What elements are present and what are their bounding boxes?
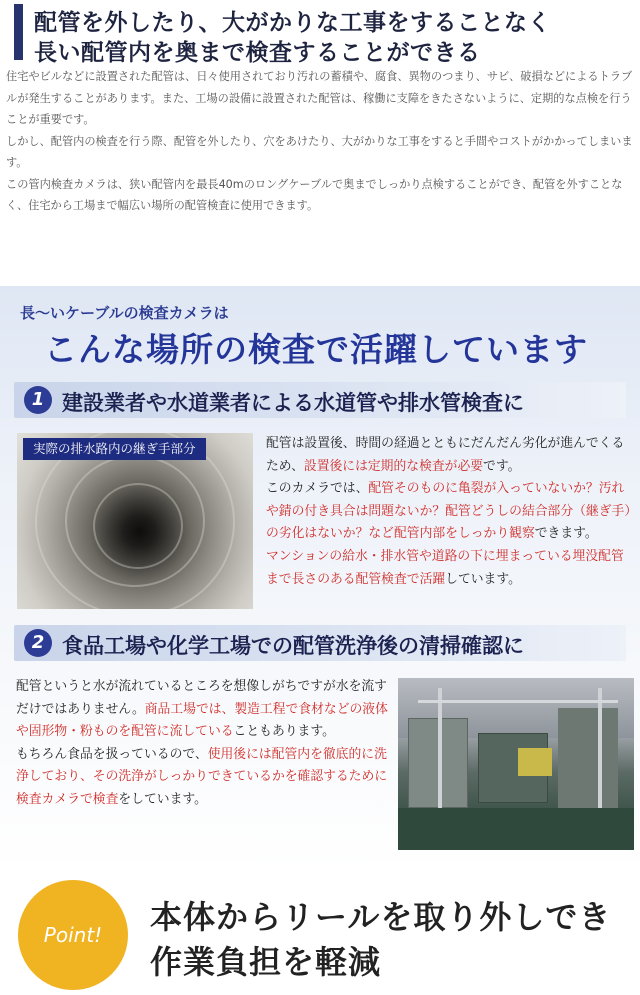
text-run: できます。 [534,526,598,542]
page-header [14,4,630,66]
pipe-ring [93,483,183,569]
highlight-text: マンションの給水・排水管や道路の下に埋まっている埋没配管まで長さのある配管検査で活躍 [266,548,624,587]
intro-paragraph-3: この管内検査カメラは、狭い配管内を最長40mのロングケーブルで奥までしっかり点検することができ、配管を外すことなく、住宅から工場まで幅広い場所の配管検査に使用できます。 [6,177,623,212]
factory-floor [398,808,634,850]
factory-yellow-panel [518,748,552,776]
section-1-title: 建設業者や水道業者による水道管や排水管検査に [62,391,524,415]
factory-pipe [418,700,618,703]
section-2-body [16,676,388,812]
text-run: 配管は設置後、時間の経過とともにだんだん劣化が進んでくるため、 [266,436,625,474]
intro-paragraph-2: しかし、配管内の検査を行う際、配管を外したり、穴をあけたり、大がかりな工事をすると手間やコストがかかってしまいます。 [6,134,633,169]
highlight-text: 設置後には定期的な検査が必要 [303,458,484,474]
point-title-line-2: 作業負担を軽減 [150,943,382,981]
text-run: 配管というと水が流れているところを想像しがちですが水を流すだけではありません。 [16,679,387,717]
text-run: をしています。 [118,791,207,807]
panel-kicker: 長〜いケーブルの検査カメラは [20,304,229,322]
highlight-text: 使用後には配管内を徹底的に洗浄しており、その洗浄がしっかりできているかを確認するために検査カメラで検査 [16,746,388,807]
header-title-line-1: 配管を外したり、大がかりな工事をすることなく [34,10,551,36]
section-2-heading [14,625,626,661]
section-1-paragraph-3 [266,546,634,591]
section-1-paragraph-1 [266,433,634,478]
factory-machine [558,708,618,808]
section-1-number-badge: 1 [24,386,52,414]
drain-pipe-photo [17,433,253,609]
section-1-heading [14,382,626,418]
highlight-text: 配管そのものに亀裂が入っていないか？汚れや錆の付き具合は問題ないか？配管どうしの結合部分（継ぎ手）の劣化はないか？など配管内部をしっかり観察 [266,481,631,542]
factory-pipe [598,688,602,808]
text-run: しています。 [445,571,521,587]
header-accent-bar [14,4,23,60]
text-run: もちろん食品を扱っているので、 [16,746,208,762]
section-2-paragraph-1 [16,676,388,744]
section-1-paragraph-2 [266,478,634,546]
highlight-text: 商品工場では、製造工程で食材などの液体や固形物・粉ものを配管に流している [16,701,388,740]
section-1-body [266,433,634,591]
text-run: このカメラでは、 [266,481,369,497]
panel-title: こんな場所の検査で活躍しています [44,330,588,369]
header-title-line-2: 長い配管内を奥まで検査することができる [34,40,481,66]
factory-pipe [438,688,442,808]
text-run: こともあります。 [233,724,335,740]
intro-text [6,66,634,217]
photo-caption: 実際の排水路内の継ぎ手部分 [23,438,206,460]
intro-paragraph-1: 住宅やビルなどに設置された配管は、日々使用されており汚れの蓄積や、腐食、異物のつまり、サビ、破損などによるトラブルが発生することがあります。また、工場の設備に設置された配管は、稼働に支障をきたさないように、定期的な点検を行うことが重要です。 [6,70,633,126]
section-2-number-badge: 2 [24,629,52,657]
factory-photo [398,678,634,850]
text-run: です。 [483,458,521,474]
section-2-title: 食品工場や化学工場での配管洗浄後の清掃確認に [62,634,524,658]
point-title-line-1: 本体からリールを取り外しでき [150,898,612,936]
section-2-paragraph-2 [16,744,388,812]
point-badge: Point! [18,880,128,990]
